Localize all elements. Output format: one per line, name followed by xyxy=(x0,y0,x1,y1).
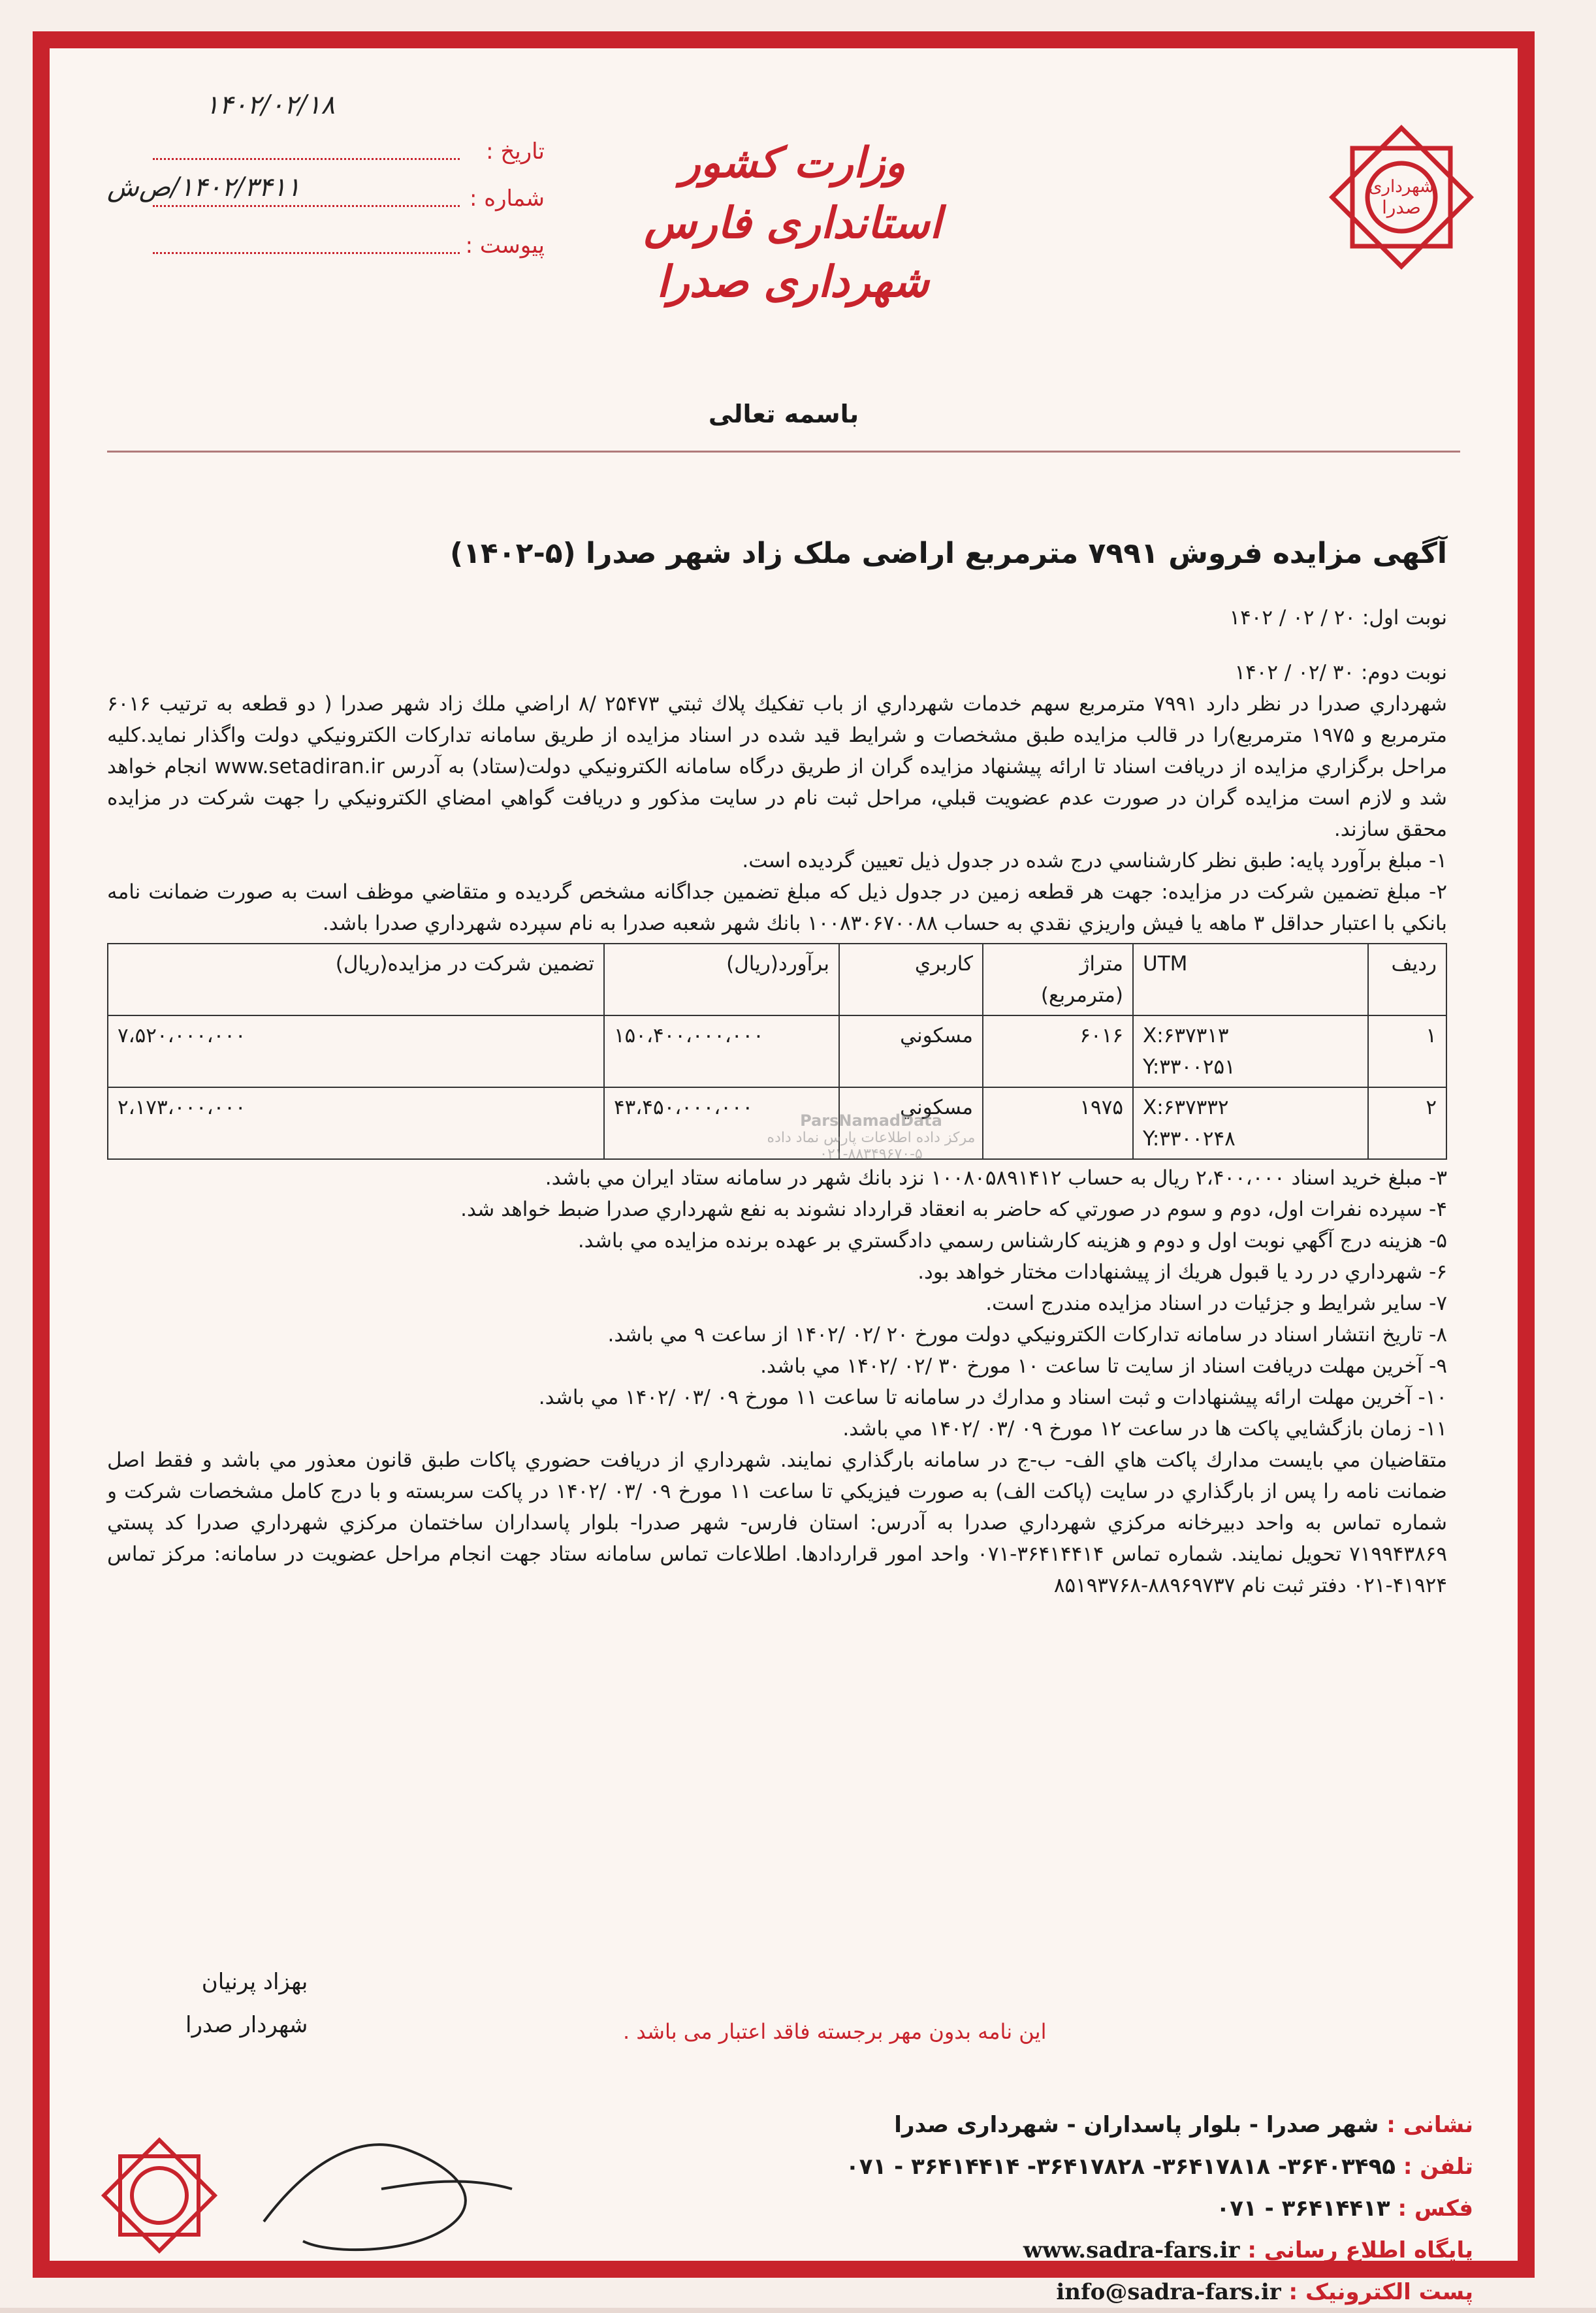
round-1: نوبت اول: ۲۰ / ۰۲ / ۱۴۰۲ xyxy=(1229,606,1447,630)
attachment-label: پیوست : xyxy=(465,232,545,259)
table-header: برآورد(ريال) xyxy=(604,944,839,1015)
phone-value: ۳۶۴۰۳۴۹۵- ۳۶۴۱۷۸۱۸- ۳۶۴۱۷۸۲۸- ۳۶۴۱۴۴۱۴ - ۰۷۱ xyxy=(846,2154,1396,2180)
item-9: ۹- آخرين مهلت دريافت اسناد از سايت تا ساعت ۱۰ مورخ ۳۰ /۰۲ /۱۴۰۲ مي باشد. xyxy=(760,1354,1447,1378)
ministry-line-3: شهرداری صدرا xyxy=(656,256,929,307)
date-value: ۱۴۰۲/۰۲/۱۸ xyxy=(205,90,335,120)
signature-icon xyxy=(251,2091,525,2261)
watermark-name: ParsNamadData xyxy=(800,1111,942,1130)
ministry-line-2: استانداری فارس xyxy=(644,197,942,248)
item-4: ۴- سپرده نفرات اول، دوم و سوم در صورتي كه حاضر به انعقاد قرارداد نشوند به نفع شهرداري صدرا ضبط خواهد شد. xyxy=(460,1198,1447,1221)
signatory-title: شهردار صدرا xyxy=(185,2012,308,2038)
letter-meta xyxy=(107,90,545,273)
utm-cell xyxy=(1133,1015,1368,1087)
address-label: نشانی : xyxy=(1386,2112,1473,2138)
footer-website xyxy=(494,2229,1473,2271)
date-label: تاریخ : xyxy=(486,138,545,165)
signatory-block xyxy=(185,1960,308,2047)
table-header: رديف xyxy=(1368,944,1446,1015)
notice-title: آگهی مزایده فروش ۷۹۹۱ مترمربع اراضی ملک زاد شهر صدرا (۵-۱۴۰۲) xyxy=(449,537,1447,570)
footer-email xyxy=(494,2271,1473,2313)
number-value: ۱۴۰۲/۳۴۱۱/ص‌ش xyxy=(107,172,301,202)
table-row xyxy=(108,1015,1446,1087)
area-cell: ۱۹۷۵ xyxy=(983,1087,1133,1159)
website-link[interactable]: www.sadra-fars.ir xyxy=(1023,2237,1240,2263)
utm-x: X:۶۳۷۳۱۳ xyxy=(1143,1024,1229,1047)
address-value: شهر صدرا - بلوار پاسداران - شهرداری صدرا xyxy=(894,2112,1379,2138)
watermark-line: مركز داده اطلاعات پارس نماد داده xyxy=(767,1130,976,1146)
footer-contact xyxy=(494,2104,1473,2313)
table-header: متراژ (مترمربع) xyxy=(983,944,1133,1015)
table-header: UTM xyxy=(1133,944,1368,1015)
watermark-phone: ۰۲۱-۸۸۳۴۹۶۷۰-۵ xyxy=(820,1146,923,1162)
item-1: ۱- مبلغ برآورد پايه: طبق نظر كارشناسي درج شده در جدول ذيل تعيين گرديده است. xyxy=(742,849,1447,872)
utm-y: Y:۳۳۰۰۲۵۱ xyxy=(1143,1055,1236,1079)
ministry-line-1: وزارت کشور xyxy=(680,138,906,187)
intro-paragraph: شهرداري صدرا در نظر دارد ۷۹۹۱ مترمربع سهم خدمات شهرداري از باب تفكيك پلاك ثبتي ۲۵۴۷۳ /۸ اراضي ملك زاد شهر صدرا ( دو قطعه به ترتيب ۶۰۱۶ مترمربع و ۱۹۷۵ مترمربع)را در قالب مزايده طبق مشخصات و شرايط قيد شده در اسناد مزايده از طريق سامانه تداركات الكترونيكي دولت واگذار نمايد.كليه مراحل برگزاري مزايده از دريافت اسناد تا ارائه پيشنهاد مزايده گران از طريق درگاه سامانه الكترونيكي دولت(ستاد) به آدرس www.setadiran.ir انجام خواهد شد و لازم است مزايده گران در صورت عدم عضويت قبلي، مراحل ثبت نام در سايت مذكور و دريافت گواهي امضاي الكترونيكي را جهت شركت در مزايده محقق سازند. xyxy=(107,692,1448,841)
item-6: ۶- شهرداري در رد يا قبول هريك از پيشنهادات مختار خواهد بود. xyxy=(918,1260,1447,1284)
use-cell: مسكوني xyxy=(839,1087,983,1159)
row-number: ۱ xyxy=(1368,1015,1446,1087)
municipality-logo-icon xyxy=(1323,119,1480,276)
item-5: ۵- هزينه درج آگهي نوبت اول و دوم و هزينه كارشناس رسمي دادگستري بر عهده برنده مزايده مي باشد. xyxy=(577,1229,1447,1252)
use-cell: مسكوني xyxy=(839,1015,983,1087)
phone-label: تلفن : xyxy=(1403,2154,1473,2180)
email-label: پست الکترونیک : xyxy=(1288,2279,1473,2305)
item-7: ۷- ساير شرايط و جزئيات در اسناد مزايده مندرج است. xyxy=(985,1292,1447,1315)
website-label: پایگاه اطلاع رسانی : xyxy=(1247,2237,1473,2263)
invocation: باسمه تعالی xyxy=(708,400,859,428)
item-11: ۱۱- زمان بازگشايي پاكت ها در ساعت ۱۲ مورخ ۰۹ /۰۳ /۱۴۰۲ مي باشد. xyxy=(842,1417,1447,1441)
area-cell: ۶۰۱۶ xyxy=(983,1015,1133,1087)
header-divider xyxy=(107,451,1460,453)
estimate-cell: ۱۵۰،۴۰۰،۰۰۰،۰۰۰ xyxy=(604,1015,839,1087)
estimate-cell: ۴۳،۴۵۰،۰۰۰،۰۰۰ xyxy=(604,1087,839,1159)
closing-paragraph: متقاضيان مي بايست مدارك پاكت هاي الف- ب-ج در سامانه بارگذاري نمايند. شهرداري از دريافت حضوري پاكات طبق قانون معذور مي باشد و فقط اصل ضمانت نامه را پس از بارگذاري در سايت (پاكت الف) به صورت فيزيكي تا ساعت ۱۱ مورخ ۰۹ /۰۳ /۱۴۰۲ در پاكت سربسته و با درج كامل مشخصات شركت و شماره تماس به واحد دبيرخانه مركزي شهرداري صدرا به آدرس: استان فارس- شهر صدرا- بلوار پاسداران ساختمان مركزي شهرداري صدرا كد پستي ۷۱۹۹۴۳۸۶۹ تحويل نمايند. شماره تماس ۳۶۴۱۴۴۱۴-۰۷۱ واحد امور قراردادها. اطلاعات تماس سامانه ستاد جهت انجام مراحل عضويت در سامانه: مركز تماس ۴۱۹۲۴-۰۲۱ دفتر ثبت نام ۸۸۹۶۹۷۳۷-۸۵۱۹۳۷۶۸ xyxy=(107,1448,1448,1597)
item-3: ۳- مبلغ خريد اسناد ۲،۴۰۰،۰۰۰ ريال به حساب ۱۰۰۸۰۵۸۹۱۴۱۲ نزد بانك شهر در سامانه ستاد ايران مي باشد. xyxy=(545,1166,1447,1190)
guarantee-cell: ۷،۵۲۰،۰۰۰،۰۰۰ xyxy=(108,1015,604,1087)
footer-phone xyxy=(494,2146,1473,2188)
svg-text:شهرداری: شهرداری xyxy=(1369,177,1434,197)
item-2: ۲- مبلغ تضمين شركت در مزايده: جهت هر قطعه زمين در جدول ذيل كه مبلغ تضمين جداگانه مشخص گرديده و متقاضي موظف است به صورت ضمانت نامه بانكي با اعتبار حداقل ۳ ماهه يا فيش واريزي نقدي به حساب ۱۰۰۸۳۰۶۷۰۰۸۸ بانك شهر شعبه صدرا به نام سپرده شهرداري صدرا باشد. xyxy=(107,880,1447,935)
stamp-validity-note: این نامه بدون مهر برجسته فاقد اعتبار می باشد . xyxy=(623,2019,1047,2044)
table-header-row xyxy=(108,944,1446,1015)
footer-fax xyxy=(494,2188,1473,2229)
signatory-name: بهزاد پرنيان xyxy=(201,1969,308,1995)
utm-x: X:۶۳۷۳۳۲ xyxy=(1143,1096,1229,1119)
notice-body xyxy=(107,602,1447,1601)
row-number: ۲ xyxy=(1368,1087,1446,1159)
number-label: شماره : xyxy=(470,185,545,212)
data-watermark xyxy=(734,1111,1008,1162)
item-8: ۸- تاريخ انتشار اسناد در سامانه تداركات الكترونيكي دولت مورخ ۲۰ /۰۲ /۱۴۰۲ از ساعت ۹ مي باشد. xyxy=(607,1323,1447,1347)
guarantee-cell: ۲،۱۷۳،۰۰۰،۰۰۰ xyxy=(108,1087,604,1159)
svg-text:صدرا: صدرا xyxy=(1382,197,1421,218)
letter-frame xyxy=(33,31,1535,2305)
table-header: كاربري xyxy=(839,944,983,1015)
table-header: تضمين شركت در مزايده(ريال) xyxy=(108,944,604,1015)
utm-y: Y:۳۳۰۰۲۴۸ xyxy=(1143,1127,1236,1151)
round-2: نوبت دوم: ۳۰ /۰۲ / ۱۴۰۲ xyxy=(1234,661,1447,684)
item-10: ۱۰- آخرين مهلت ارائه پيشنهادات و ثبت اسناد و مدارك در سامانه تا ساعت ۱۱ مورخ ۰۹ /۰۳ /۱۴۰۲ مي باشد. xyxy=(538,1386,1447,1409)
municipality-seal-icon xyxy=(94,2130,225,2261)
utm-cell xyxy=(1133,1087,1368,1159)
fax-value: ۳۶۴۱۴۴۱۳ - ۰۷۱ xyxy=(1216,2195,1390,2222)
fax-label: فکس : xyxy=(1397,2195,1473,2222)
email-link[interactable]: info@sadra-fars.ir xyxy=(1056,2279,1281,2305)
footer-address xyxy=(494,2104,1473,2146)
